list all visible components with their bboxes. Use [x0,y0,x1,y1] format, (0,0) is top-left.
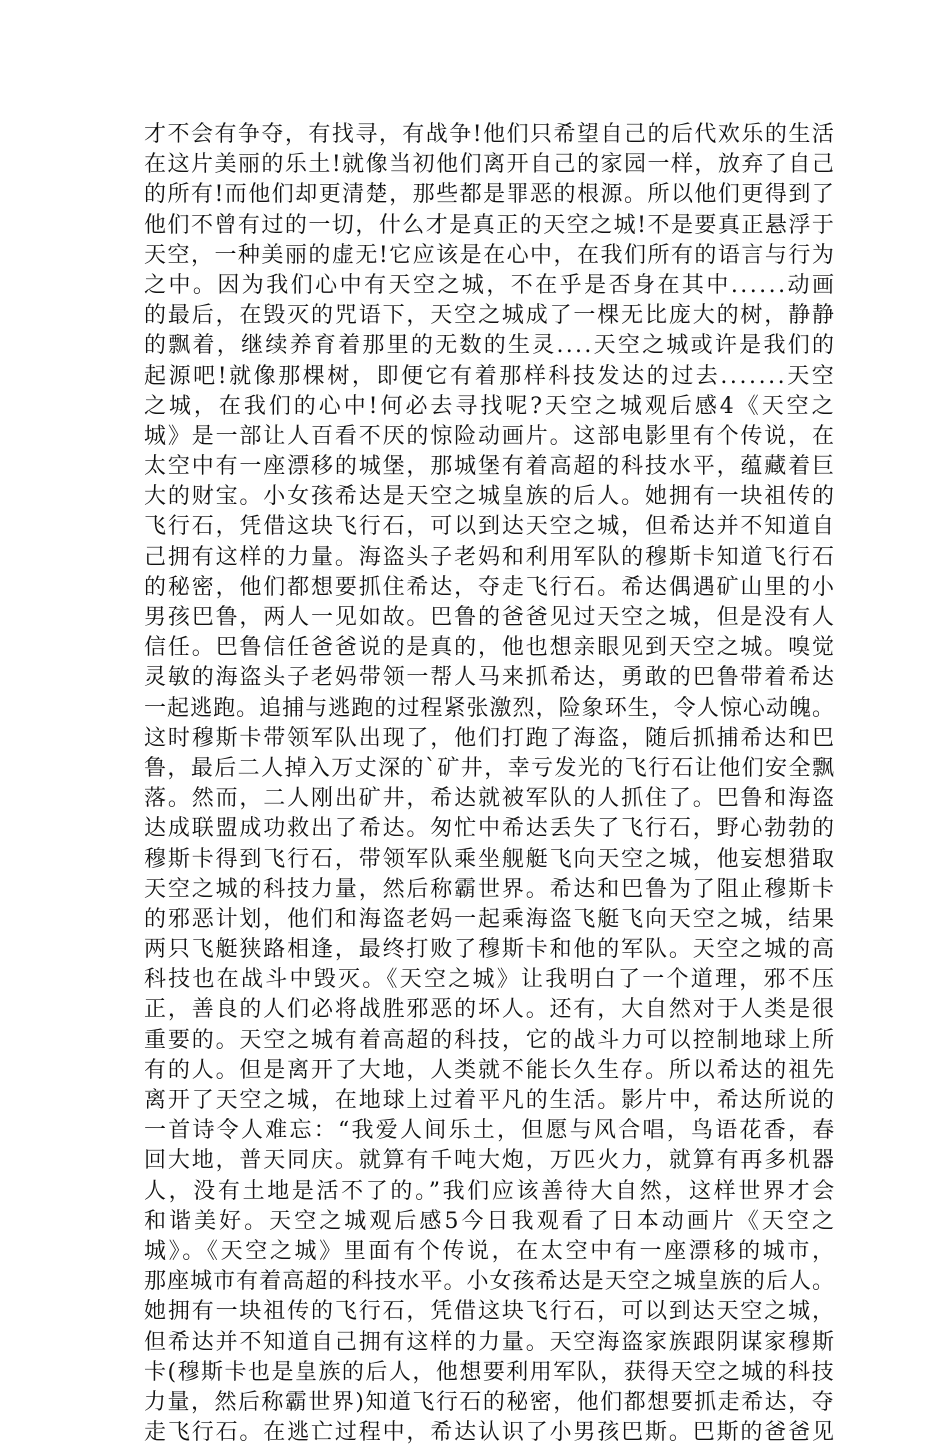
text-line: 之中。因为我们心中有天空之城，不在乎是否身在其中......动画 [144,272,837,298]
text-line: 一首诗令人难忘：“我爱人间乐土，但愿与风合唱，鸟语花香，春 [144,1118,837,1144]
text-line: 起源吧!就像那棵树，即便它有着那样科技发达的过去.......天空 [144,363,837,389]
text-line: 但希达并不知道自己拥有这样的力量。天空海盗家族跟阴谋家穆斯 [144,1329,836,1355]
text-line: 灵敏的海盗头子老妈带领一帮人马来抓希达，勇敢的巴鲁带着希达 [144,665,836,691]
body-text [144,120,838,1448]
text-line: 天空之城的科技力量，然后称霸世界。希达和巴鲁为了阻止穆斯卡 [144,876,836,902]
text-line: 的最后，在毁灭的咒语下，天空之城成了一棵无比庞大的树，静静 [144,303,836,329]
text-line: 科技也在战斗中毁灭。《天空之城》让我明白了一个道理，邪不压 [144,967,837,993]
text-line: 己拥有这样的力量。海盗头子老妈和利用军队的穆斯卡知道飞行石 [144,544,836,570]
text-line: 达成联盟成功救出了希达。匆忙中希达丢失了飞行石，野心勃勃的 [144,816,836,842]
text-line: 穆斯卡得到飞行石，带领军队乘坐舰艇飞向天空之城，他妄想猎取 [144,846,836,872]
text-line: 信任。巴鲁信任爸爸说的是真的，他也想亲眼见到天空之城。嗅觉 [144,635,836,661]
text-line: 天空，一种美丽的虚无!它应该是在心中，在我们所有的语言与行为 [144,242,836,268]
text-line: 卡(穆斯卡也是皇族的后人，他想要利用军队，获得天空之城的科技 [144,1359,836,1385]
text-line: 落。然而，二人刚出矿井，希达就被军队的人抓住了。巴鲁和海盗 [144,786,836,812]
text-line: 的所有!而他们却更清楚，那些都是罪恶的根源。所以他们更得到了 [144,182,836,208]
text-line: 飞行石，凭借这块飞行石，可以到达天空之城，但希达并不知道自 [144,514,836,540]
text-line: 太空中有一座漂移的城堡，那城堡有着高超的科技水平，蕴藏着巨 [144,454,836,480]
text-line: 回大地，普天同庆。就算有千吨大炮，万匹火力，就算有再多机器 [144,1148,836,1174]
text-line: 鲁，最后二人掉入万丈深的`矿井，幸亏发光的飞行石让他们安全飘 [144,755,836,781]
text-line: 正，善良的人们必将战胜邪恶的坏人。还有，大自然对于人类是很 [144,997,836,1023]
text-line: 之城，在我们的心中!何必去寻找呢?天空之城观后感4《天空之 [144,393,837,419]
text-line: 她拥有一块祖传的飞行石，凭借这块飞行石，可以到达天空之城， [144,1299,836,1325]
text-line: 有的人。但是离开了大地，人类就不能长久生存。所以希达的祖先 [144,1057,836,1083]
text-line: 这时穆斯卡带领军队出现了，他们打跑了海盗，随后抓捕希达和巴 [144,725,836,751]
text-line: 那座城市有着高超的科技水平。小女孩希达是天空之城皇族的后人。 [144,1269,836,1295]
text-line: 城》。《天空之城》里面有个传说，在太空中有一座漂移的城市， [144,1238,837,1264]
text-line: 力量，然后称霸世界)知道飞行石的秘密，他们都想要抓走希达，夺 [144,1389,836,1415]
text-line: 他们不曾有过的一切，什么才是真正的天空之城!不是要真正悬浮于 [144,212,836,238]
text-line: 城》是一部让人百看不厌的惊险动画片。这部电影里有个传说，在 [144,423,836,449]
text-line: 离开了天空之城，在地球上过着平凡的生活。影片中，希达所说的 [144,1088,836,1113]
text-line: 男孩巴鲁，两人一见如故。巴鲁的爸爸见过天空之城，但是没有人 [144,605,836,630]
text-line: 重要的。天空之城有着高超的科技，它的战斗力可以控制地球上所 [144,1027,836,1053]
text-line: 的邪恶计划，他们和海盗老妈一起乘海盗飞艇飞向天空之城，结果 [144,906,836,932]
text-line: 两只飞艇狭路相逢，最终打败了穆斯卡和他的军队。天空之城的高 [144,937,836,963]
text-line: 走飞行石。在逃亡过程中，希达认识了小男孩巴斯。巴斯的爸爸见 [144,1420,836,1446]
text-line: 人，没有土地是活不了的。”我们应该善待大自然，这样世界才会 [144,1178,837,1204]
text-line: 的秘密，他们都想要抓住希达，夺走飞行石。希达偶遇矿山里的小 [144,574,836,600]
text-line: 才不会有争夺，有找寻，有战争!他们只希望自己的后代欢乐的生活 [144,122,836,147]
text-line: 大的财宝。小女孩希达是天空之城皇族的后人。她拥有一块祖传的 [144,484,836,510]
text-line: 一起逃跑。追捕与逃跑的过程紧张激烈，险象环生，令人惊心动魄。 [144,695,836,721]
text-line: 在这片美丽的乐土!就像当初他们离开自己的家园一样，放弃了自己 [144,152,836,178]
text-line: 和谐美好。天空之城观后感5今日我观看了日本动画片《天空之 [144,1208,838,1234]
text-line: 的飘着，继续养育着那里的无数的生灵....天空之城或许是我们的 [144,333,837,359]
